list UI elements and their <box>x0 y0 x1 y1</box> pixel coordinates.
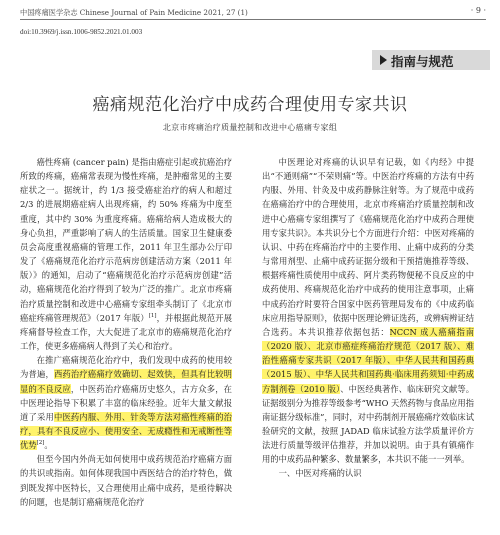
section-label: 指南与规范 <box>391 54 454 69</box>
highlight-recommendation-basis: NCCN 成人癌痛指南（2020 版）、北京市癌症疼痛治疗规范（2017 版）、难治性癌痛专家共识（2017 年版）、中华人民共和国药典（2015 版）、中华人民共和国药典·临床用药须知·中药成方制剂卷（2010 版） <box>262 326 474 394</box>
left-paragraph-3 <box>20 452 232 509</box>
journal-name: 中国疼痛医学杂志 Chinese Journal of Pain Medicine 2021, 27 (1) <box>20 8 248 17</box>
left-paragraph-1 <box>20 155 232 353</box>
section-band <box>372 50 490 70</box>
reference-mark: [2] <box>36 440 45 447</box>
article-author: 北京市疼痛治疗质量控制和改进中心癌痛专家组 <box>162 123 338 132</box>
section-heading-1: 一、中医对疼痛的认识 <box>278 468 362 479</box>
left-p1-tail: ，并根据此规范开展疼痛督导检查工作，大大促进了北京市的癌痛规范化治疗工作，使更多癌痛病人得到了关心和治疗。 <box>20 312 232 352</box>
article-title: 癌痛规范化治疗中成药合理使用专家共识 <box>92 95 408 115</box>
highlight-tcm-advantages: 中医药内服、外用、针灸等方法对癌性疼痛的治疗，具有不良反应小、使用安全、无成瘾性和无戒断性等优势 <box>20 411 232 451</box>
left-column <box>20 155 232 509</box>
left-p2-mid: ，中医药治疗癌痛历史悠久，古方众多，在中医理论指导下积累了丰富的临床经验。近年大量文献报道了采用 <box>20 383 232 422</box>
left-p3-text: 但至今国内外尚无如何使用中成药规范治疗癌痛方面的共识或指南。如何体现我国中西医结合的治疗特色，做到既发挥中医特长，又合理使用止痛中成药，是亟待解决的问题，也是制订癌痛规范化治疗 <box>20 454 232 507</box>
reference-mark: [1] <box>148 312 157 319</box>
highlight-western-medicine: 西药治疗癌痛疗效确切、起效快，但具有比较明显的不良反应 <box>20 369 232 394</box>
right-p1-text: 中医理论对疼痛的认识早有记载，如《内经》中提出“不通则痛”“不荣则痛”等。中医治疗疼痛的方法有中药内服、外用、针灸及中成药静脉注射等。为了规范中成药在癌痛治疗中的合理使用，北京市疼痛治疗质量控制和改进中心癌痛专家组撰写了《癌痛规范化治疗中成药合理使用专家共识》。本共识分七个方面进行介绍：中医对疼痛的认识、中药在疼痛治疗中的主要作用、止痛中成药的分类与常用剂型、止痛中成药证据分级和干预措施推荐等级、根据疼痛性质使用中成药、阿片类药物便秘不良反应的中成药使用、疼痛规范化治疗中成药的使用注意事项，止痛中成药治疗时要符合国家中医药管理局发布的《中成药临床应用指导原则》，依据中医理论辨证选药，或辨病辨证结合选药。本共识推荐依据包括： <box>262 157 474 337</box>
left-paragraph-2 <box>20 353 232 452</box>
left-p1-text: 癌性疼痛 (cancer pain) 是指由癌症引起或抗癌治疗所致的疼痛，癌痛常表现为慢性疼痛，是肿瘤常见的主要症状之一。据统计，约 1/3 接受癌症治疗的病人和超过 2/3 的进展期癌症病人出现疼痛，约 50% 疼痛为中度至重度，其中约 30% 为重度疼痛。癌痛给病人造成极大的身心负担，严重影响了病人的生活质量。国家卫生健康委员会高度重视癌痛的管理工作，2011 年卫生部办公厅印发了《癌痛规范化治疗示范病房创建活动方案（2011 年版）》的通知，启动了“癌痛规范化治疗示范病房创建”活动，癌痛规范化治疗得到了较为广泛的推广。北京市疼痛治疗质量控制和改进中心癌痛专家组牵头制订了《北京市癌症疼痛管理规范》（2017 年版） <box>20 157 232 323</box>
triangle-icon <box>380 55 387 65</box>
running-header <box>20 6 486 20</box>
right-column <box>262 155 474 481</box>
header-divider <box>20 19 486 20</box>
left-p2-start: 在推广癌痛规范化治疗中，我们发现中成药的使用较为普遍， <box>20 355 232 380</box>
right-p1-tail: 、中医经典著作、临床研究文献等。证据级别分为推荐等级参考“WHO 天然药物与食品应用指南证据分级标准”，同时，对中药制剂开展癌痛疗效临床试验研究的文献，按照 JADAD 临床试验方法学质量评价方法进行质量等级评估推荐，并加以说明。由于具有镇痛作用的中成药品种繁多、数量繁多，本共识不能一一列举。 <box>262 383 474 465</box>
right-paragraph-1 <box>262 155 474 466</box>
doi: doi:10.3969/j.issn.1006-9852.2021.01.003 <box>20 28 143 36</box>
page-number: · 9 · <box>470 6 486 15</box>
left-p2-end: 。 <box>44 440 53 451</box>
